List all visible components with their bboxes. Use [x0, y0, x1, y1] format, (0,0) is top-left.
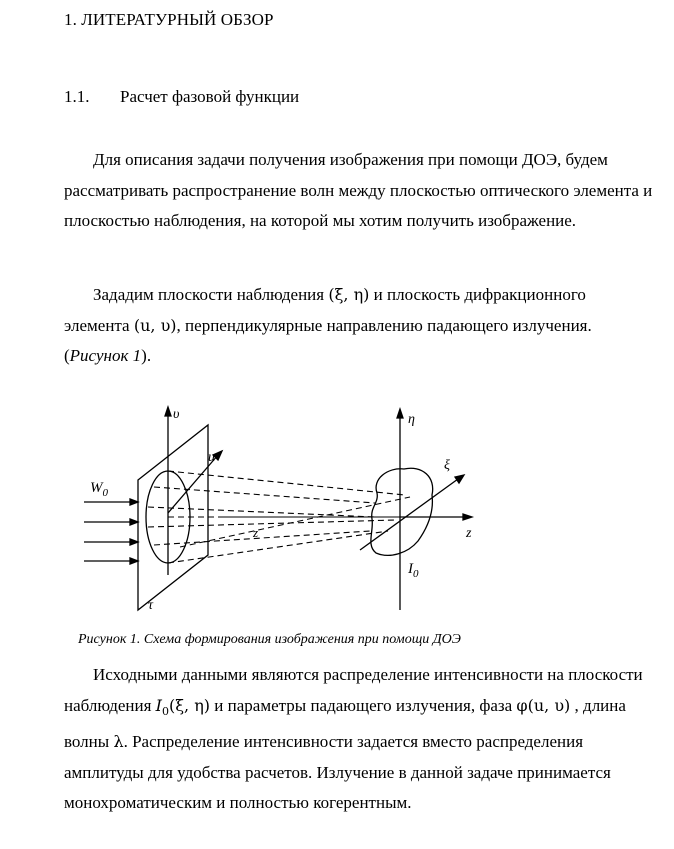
wave-label: $W_0$	[90, 480, 108, 499]
paragraph-2-text-d: ).	[141, 346, 152, 365]
subsection-title: Расчет фазовой функции	[120, 87, 300, 106]
v-axis-label: υ	[173, 407, 180, 422]
paragraph-3-text-b: и параметры падающего излучения, фаза	[210, 695, 517, 715]
paragraph-2-text-c: , перпендикулярные направлению падающего излучения. (	[64, 315, 592, 365]
wavelength-symbol: λ	[113, 732, 124, 752]
observation-plane-coords: (ξ, η)	[328, 285, 370, 304]
tau-label: τ	[148, 598, 154, 613]
ray-4	[148, 520, 395, 527]
xi-axis	[360, 479, 458, 550]
paragraph-3-text-d: . Распределение интенсивности задается вместо распределения амплитуды для удобства расчетов. Излучение в данной задаче принимается монохроматическим и полностью когерентным.	[64, 732, 611, 813]
paragraph-2-text-b: и плоскость дифракционного элемента	[64, 285, 586, 335]
intensity-symbol: $I_0(\xi$, η)	[155, 695, 211, 718]
z-axis-label: z	[466, 526, 472, 541]
section-heading: 1. ЛИТЕРАТУРНЫЙ ОБЗОР	[64, 10, 274, 29]
figure-reference: Рисунок 1	[69, 346, 142, 365]
paragraph-1	[64, 145, 654, 237]
image-region	[371, 468, 433, 555]
phase-symbol: φ(u, υ)	[516, 695, 571, 715]
paragraph-1-text: Для описания задачи получения изображения при помощи ДОЭ, будем рассматривать распространение волн между плоскостью оптического элемента и плоскостью наблюдения, на которой мы хотим получить изображение.	[64, 150, 653, 230]
paragraph-3-text-c: , длина волны	[64, 695, 626, 752]
figure-caption: Рисунок 1. Схема формирования изображения при помощи ДОЭ	[78, 632, 461, 647]
subsection-number: 1.1.	[64, 87, 90, 106]
xi-axis-label: ξ	[444, 458, 450, 473]
eta-axis-label: η	[408, 412, 415, 427]
intensity-label: $I_0$	[408, 561, 419, 580]
subsection-heading	[64, 87, 299, 107]
paragraph-3-text-a: Исходными данными являются распределение интенсивности на плоскости наблюдения	[64, 665, 643, 715]
paragraph-2	[64, 280, 654, 372]
paragraph-3	[64, 660, 654, 819]
ray-6	[168, 531, 388, 563]
u-axis-label: u	[208, 450, 215, 465]
paragraph-2-text-a: Зададим плоскости наблюдения	[93, 285, 329, 304]
ray-1	[168, 471, 405, 495]
z-mid-label: z	[253, 525, 259, 540]
doe-plane-coords: (u, υ)	[133, 315, 177, 335]
figure-1-diagram	[70, 395, 510, 623]
